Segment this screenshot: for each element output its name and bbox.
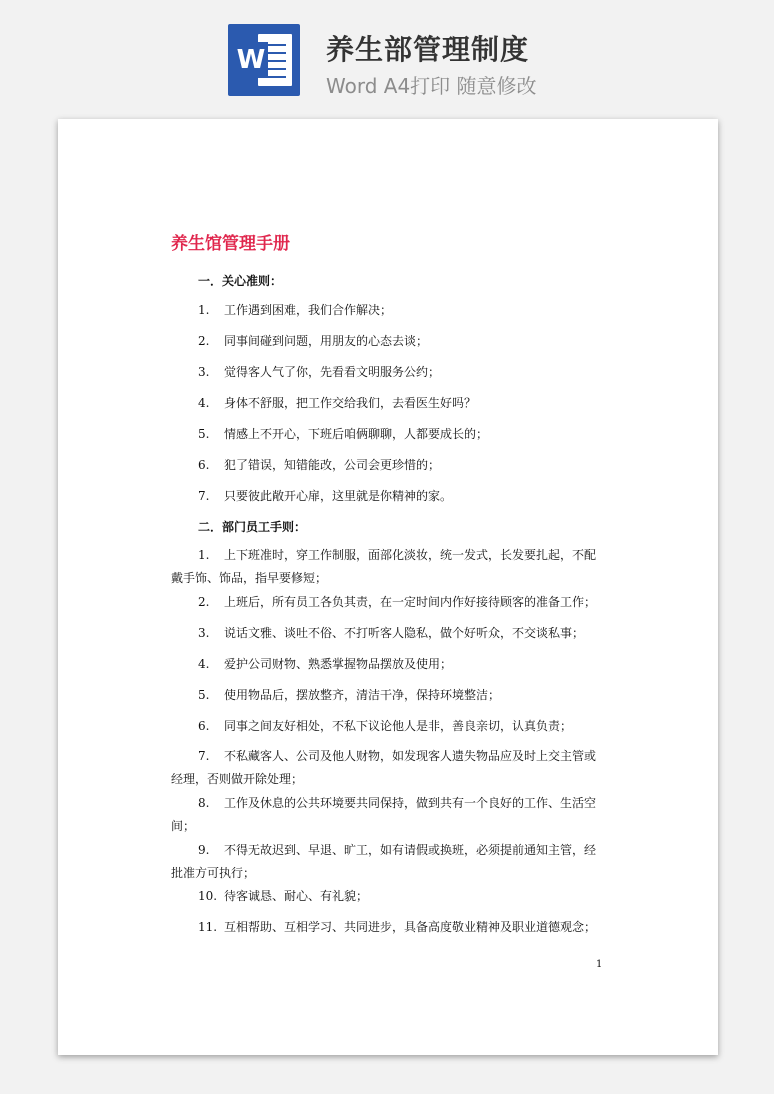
list-item: 10. 待客诚恳、耐心、有礼貌； <box>198 889 369 903</box>
banner-subtitle: Word A4打印 随意修改 <box>326 74 537 98</box>
list-item: 4. 爱护公司财物、熟悉掌握物品摆放及使用； <box>198 657 453 671</box>
list-item: 1. 上下班准时，穿工作制服，面部化淡妆，统一发式，长发要扎起，不配 戴手饰、饰品，指早要修短； <box>171 548 597 585</box>
list-item: 11. 互相帮助、互相学习、共同进步，具备高度敬业精神及职业道德观念； <box>198 920 597 934</box>
section-heading: 一．关心准则： <box>198 274 283 288</box>
list-item: 6. 同事之间友好相处，不私下议论他人是非，善良亲切，认真负责； <box>198 719 573 733</box>
list-item: 7. 不私藏客人、公司及他人财物，如发现客人遗失物品应及时上交主管或 经理，否则做开除处理； <box>171 749 597 786</box>
list-item: 2. 同事间碰到问题，用朋友的心态去谈； <box>198 334 429 348</box>
word-icon: W <box>228 24 300 96</box>
list-item: 5. 情感上不开心，下班后咱俩聊聊，人都要成长的； <box>198 427 489 441</box>
document-page: ​ 养生馆管理手册 一．关心准则： 1. 工作遇到困难，我们合作解决； 2. 同事间碰到问题，用朋友的心态去谈； 3. 觉得客人气了你，先看看文明服务公约； 4. 身体不舒服，把工作交给我们，去看医生好吗？ 5. 情感上不开心，下班后咱俩聊聊，人都要成长的； 6. 犯了错误，知错能改，公司会更珍惜的； 7. 只要彼此敞开心扉，这里就是你精神的家。 二．部门员工手则： 1. 上下班准时，穿工作制服，面部化淡妆，统一发式，长发要扎起，不配 戴手饰、饰品，指早要修短； 2. 上班后，所有员工各负其责，在一定时间内作好接待顾客的准备工作； 3. 说话文雅、谈吐不俗、不打听客人隐私，做个好听众，不交谈私事； 4. 爱护公司财物、熟悉掌握物品摆放及使用； 5. 使用物品后，摆放整齐，清洁干净，保持环境整洁； 6. 同事之间友好相处，不私下议论他人是非，善良亲切，认真负责； 7. 不私藏客人、公司及他人财物，如发现客人遗失物品应及时上交主管或 经理，否则做开除处理； 8. 工作及休息的公共环境要共同保持，做到共有一个良好的工作、生活空 间； 9. 不得无故迟到、早退、旷工，如有请假或换班，必须提前通知主管，经 批准方可执行； 10. 待客诚恳、耐心、有礼貌； 11. 互相帮助、互相学习、共同进步，具备高度敬业精神及职业道德观念； 1 <box>58 119 718 1055</box>
list-item: 9. 不得无故迟到、早退、旷工，如有请假或换班，必须提前通知主管，经 批准方可执行； <box>171 843 597 880</box>
list-item: 7. 只要彼此敞开心扉，这里就是你精神的家。 <box>198 489 453 503</box>
banner <box>0 0 774 112</box>
list-item: 4. 身体不舒服，把工作交给我们，去看医生好吗？ <box>198 396 477 410</box>
list-item: 6. 犯了错误，知错能改，公司会更珍惜的； <box>198 458 441 472</box>
banner-title: 养生部管理制度 <box>326 33 530 66</box>
page-number: 1 <box>596 959 603 970</box>
section-heading: 二．部门员工手则： <box>198 520 307 534</box>
document-title: 养生馆管理手册 <box>171 234 290 254</box>
list-item: 8. 工作及休息的公共环境要共同保持，做到共有一个良好的工作、生活空 间； <box>171 796 597 833</box>
list-item: 3. 说话文雅、谈吐不俗、不打听客人隐私，做个好听众，不交谈私事； <box>198 626 585 640</box>
list-item: 2. 上班后，所有员工各负其责，在一定时间内作好接待顾客的准备工作； <box>198 595 597 609</box>
list-item: 5. 使用物品后，摆放整齐，清洁干净，保持环境整洁； <box>198 688 501 702</box>
list-item: 1. 工作遇到困难，我们合作解决； <box>198 303 393 317</box>
list-item: 3. 觉得客人气了你，先看看文明服务公约； <box>198 365 441 379</box>
